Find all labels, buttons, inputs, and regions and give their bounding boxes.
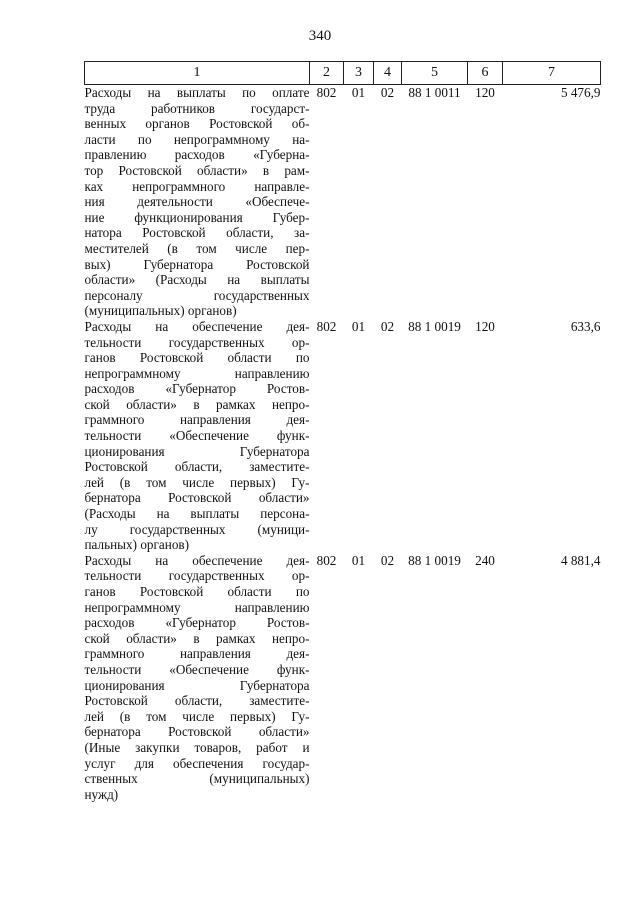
- description-line: (Расходы на выплаты персона-: [84, 506, 310, 522]
- description-line: Расходы на обеспечение дея-: [84, 318, 310, 334]
- description-line: ственных (муниципальных): [84, 771, 310, 787]
- description-line: труда работников государст-: [84, 100, 310, 116]
- subsection-code-cell: 02: [380, 552, 395, 568]
- description-line: ганов Ростовской области по: [84, 350, 310, 366]
- target-article-cell: 88 1 0019: [408, 318, 461, 334]
- section-code-cell: 01: [351, 85, 366, 100]
- table-row: [85, 553, 601, 803]
- description-line: ках непрограммного направле-: [84, 178, 310, 194]
- column-header-6: 6: [468, 62, 503, 85]
- column-header-2: 2: [310, 62, 344, 85]
- target-article-cell: 88 1 0019: [408, 552, 461, 568]
- description-line: бернатора Ростовской области»: [84, 724, 310, 740]
- table-body: [85, 85, 601, 803]
- description-line: граммного направления дея-: [84, 646, 310, 662]
- description-line: ласти по непрограммному на-: [84, 131, 310, 147]
- description-line: расходов «Губернатор Ростов-: [84, 381, 310, 397]
- description-line: (Иные закупки товаров, работ и: [84, 739, 310, 755]
- description-line: лей (в том числе первых) Гу-: [84, 474, 310, 490]
- description-line: местителей (в том числе пер-: [84, 240, 310, 256]
- description-line: ния деятельности «Обеспече-: [84, 194, 310, 210]
- description-line: ганов Ростовской области по: [84, 584, 310, 599]
- description-line: тельности «Обеспечение функ-: [84, 428, 310, 444]
- expense-type-cell: 240: [475, 552, 495, 568]
- description-line: тельности государственных ор-: [84, 334, 310, 350]
- section-code-cell: 01: [351, 552, 366, 568]
- description-line: нужд): [84, 786, 119, 802]
- description-line: ской области» в рамках непро-: [84, 396, 310, 412]
- description-line: непрограммному направлению: [84, 365, 310, 381]
- amount-cell: 4 881,4: [560, 552, 601, 568]
- description-line: (муниципальных) органов): [84, 303, 237, 319]
- row-description: [85, 85, 310, 319]
- description-line: ской области» в рамках непро-: [84, 630, 310, 646]
- description-line: тельности «Обеспечение функ-: [84, 661, 310, 677]
- subsection-code-cell: 02: [380, 318, 395, 334]
- subsection-code-cell: 02: [380, 85, 395, 100]
- budget-table: [84, 61, 601, 802]
- ministry-code-cell: 802: [316, 552, 337, 568]
- description-line: лу государственных (муници-: [84, 521, 310, 537]
- table-row: [85, 85, 601, 319]
- description-line: натора Ростовской области, за-: [84, 225, 310, 241]
- ministry-code-cell: 802: [316, 318, 337, 334]
- column-header-5: 5: [402, 62, 468, 85]
- column-header-7: 7: [503, 62, 601, 85]
- description-line: ционирования Губернатора: [84, 677, 310, 693]
- description-line: услуг для обеспечения государ-: [84, 755, 310, 771]
- table-row: [85, 319, 601, 553]
- description-line: тельности государственных ор-: [84, 568, 310, 584]
- description-line: тор Ростовской области» в рам-: [84, 162, 310, 178]
- amount-cell: 5 476,9: [560, 85, 601, 100]
- description-line: вых) Губернатора Ростовской: [84, 256, 310, 272]
- description-line: венных органов Ростовской об-: [84, 116, 310, 132]
- expense-type-cell: 120: [475, 318, 495, 334]
- description-line: Расходы на обеспечение дея-: [84, 552, 310, 568]
- description-line: Расходы на выплаты по оплате: [84, 85, 310, 100]
- description-line: области» (Расходы на выплаты: [84, 272, 310, 288]
- row-description: [85, 319, 310, 553]
- column-header-1: 1: [85, 62, 310, 85]
- description-line: Ростовской области, заместите-: [84, 459, 310, 475]
- description-line: ционирования Губернатора: [84, 443, 310, 459]
- description-line: граммного направления дея-: [84, 412, 310, 428]
- description-line: Ростовской области, заместите-: [84, 693, 310, 709]
- column-header-4: 4: [374, 62, 402, 85]
- target-article-cell: 88 1 0011: [408, 85, 461, 100]
- description-line: правлению расходов «Губерна-: [84, 147, 310, 163]
- description-line: бернатора Ростовской области»: [84, 490, 310, 506]
- description-line: персоналу государственных: [84, 287, 310, 303]
- description-line: лей (в том числе первых) Гу-: [84, 708, 310, 724]
- amount-cell: 633,6: [570, 318, 601, 334]
- table-header-row: [85, 62, 601, 85]
- expense-type-cell: 120: [475, 85, 495, 100]
- section-code-cell: 01: [351, 318, 366, 334]
- description-line: непрограммному направлению: [84, 599, 310, 615]
- description-line: расходов «Губернатор Ростов-: [84, 615, 310, 631]
- page-number: 340: [308, 28, 332, 44]
- description-line: пальных) органов): [84, 537, 190, 553]
- column-header-3: 3: [344, 62, 374, 85]
- description-line: ние функционирования Губер-: [84, 209, 310, 225]
- ministry-code-cell: 802: [316, 85, 337, 100]
- row-description: [85, 553, 310, 803]
